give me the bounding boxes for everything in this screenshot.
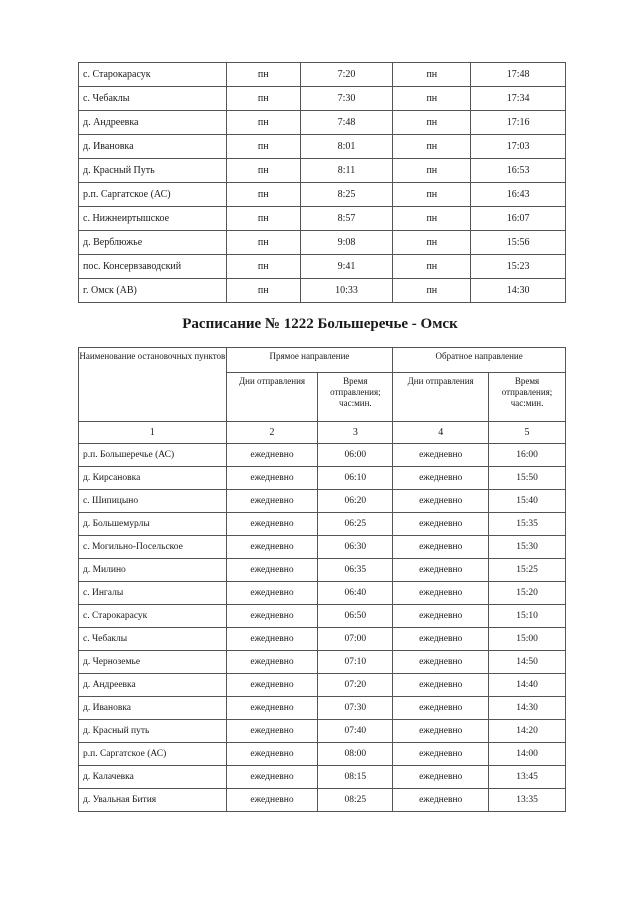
table-row bbox=[79, 279, 566, 303]
stop-name-cell: пос. Консервзаводский bbox=[79, 255, 227, 279]
direct-days-cell: ежедневно bbox=[226, 467, 318, 490]
direct-days-cell: ежедневно bbox=[226, 674, 318, 697]
reverse-days-cell: пн bbox=[393, 159, 471, 183]
header-reverse-time: Время отправления; час:мин. bbox=[489, 373, 566, 422]
table-row bbox=[79, 651, 566, 674]
reverse-days-cell: пн bbox=[393, 279, 471, 303]
direct-days-cell: ежедневно bbox=[226, 628, 318, 651]
direct-days-cell: пн bbox=[226, 231, 300, 255]
reverse-days-cell: ежедневно bbox=[393, 743, 489, 766]
direct-time-cell: 06:50 bbox=[318, 605, 393, 628]
reverse-days-cell: ежедневно bbox=[393, 720, 489, 743]
reverse-time-cell: 15:40 bbox=[489, 490, 566, 513]
direct-days-cell: ежедневно bbox=[226, 490, 318, 513]
direct-days-cell: пн bbox=[226, 135, 300, 159]
direct-time-cell: 8:57 bbox=[300, 207, 393, 231]
direct-time-cell: 07:40 bbox=[318, 720, 393, 743]
reverse-time-cell: 15:10 bbox=[489, 605, 566, 628]
stop-name-cell: д. Большемурлы bbox=[79, 513, 227, 536]
direct-time-cell: 07:30 bbox=[318, 697, 393, 720]
table-row bbox=[79, 111, 566, 135]
direct-days-cell: ежедневно bbox=[226, 743, 318, 766]
reverse-time-cell: 17:34 bbox=[471, 87, 566, 111]
table-row bbox=[79, 467, 566, 490]
stop-name-cell: д. Ивановка bbox=[79, 135, 227, 159]
table-row bbox=[79, 697, 566, 720]
schedule-title: Расписание № 1222 Большеречье - Омск bbox=[182, 316, 458, 332]
reverse-days-cell: ежедневно bbox=[393, 490, 489, 513]
table-row bbox=[79, 766, 566, 789]
reverse-days-cell: пн bbox=[393, 135, 471, 159]
reverse-time-cell: 16:00 bbox=[489, 444, 566, 467]
reverse-time-cell: 15:30 bbox=[489, 536, 566, 559]
reverse-time-cell: 15:35 bbox=[489, 513, 566, 536]
reverse-days-cell: ежедневно bbox=[393, 605, 489, 628]
schedule-table-continuation-body bbox=[79, 63, 566, 303]
direct-time-cell: 9:41 bbox=[300, 255, 393, 279]
column-number: 5 bbox=[489, 422, 566, 444]
table-row bbox=[79, 605, 566, 628]
direct-days-cell: пн bbox=[226, 255, 300, 279]
table-row bbox=[79, 183, 566, 207]
header-reverse-days: Дни отправления bbox=[393, 373, 489, 422]
direct-time-cell: 7:20 bbox=[300, 63, 393, 87]
stop-name-cell: с. Чебаклы bbox=[79, 628, 227, 651]
direct-days-cell: ежедневно bbox=[226, 697, 318, 720]
reverse-days-cell: ежедневно bbox=[393, 674, 489, 697]
stop-name-cell: д. Красный путь bbox=[79, 720, 227, 743]
direct-time-cell: 06:20 bbox=[318, 490, 393, 513]
direct-time-cell: 07:10 bbox=[318, 651, 393, 674]
table-row bbox=[79, 231, 566, 255]
stop-name-cell: д. Кирсановка bbox=[79, 467, 227, 490]
reverse-time-cell: 15:25 bbox=[489, 559, 566, 582]
reverse-days-cell: ежедневно bbox=[393, 651, 489, 674]
direct-days-cell: ежедневно bbox=[226, 651, 318, 674]
direct-time-cell: 07:00 bbox=[318, 628, 393, 651]
reverse-time-cell: 14:00 bbox=[489, 743, 566, 766]
reverse-time-cell: 13:35 bbox=[489, 789, 566, 812]
schedule-table-continuation bbox=[78, 62, 566, 303]
direct-days-cell: ежедневно bbox=[226, 582, 318, 605]
direct-days-cell: ежедневно bbox=[226, 720, 318, 743]
header-direct-days: Дни отправления bbox=[226, 373, 318, 422]
stop-name-cell: р.п. Саргатское (АС) bbox=[79, 743, 227, 766]
schedule-table-header bbox=[79, 348, 566, 444]
table-row bbox=[79, 135, 566, 159]
stop-name-cell: д. Ивановка bbox=[79, 697, 227, 720]
reverse-days-cell: пн bbox=[393, 183, 471, 207]
reverse-time-cell: 15:56 bbox=[471, 231, 566, 255]
table-row bbox=[79, 444, 566, 467]
column-number: 2 bbox=[226, 422, 318, 444]
reverse-days-cell: пн bbox=[393, 231, 471, 255]
direct-days-cell: ежедневно bbox=[226, 789, 318, 812]
reverse-days-cell: ежедневно bbox=[393, 513, 489, 536]
direct-days-cell: ежедневно bbox=[226, 766, 318, 789]
header-stop-names: Наименование остановочных пунктов bbox=[79, 348, 227, 422]
table-row bbox=[79, 674, 566, 697]
reverse-days-cell: пн bbox=[393, 63, 471, 87]
column-number: 3 bbox=[318, 422, 393, 444]
stop-name-cell: с. Старокарасук bbox=[79, 605, 227, 628]
reverse-time-cell: 14:30 bbox=[471, 279, 566, 303]
stop-name-cell: с. Шипицыно bbox=[79, 490, 227, 513]
reverse-days-cell: ежедневно bbox=[393, 536, 489, 559]
direct-days-cell: ежедневно bbox=[226, 559, 318, 582]
table-row bbox=[79, 255, 566, 279]
direct-time-cell: 08:25 bbox=[318, 789, 393, 812]
direct-days-cell: пн bbox=[226, 207, 300, 231]
header-direct-direction: Прямое направление bbox=[226, 348, 393, 373]
stop-name-cell: д. Калачевка bbox=[79, 766, 227, 789]
reverse-time-cell: 16:53 bbox=[471, 159, 566, 183]
table-row bbox=[79, 159, 566, 183]
column-number: 4 bbox=[393, 422, 489, 444]
reverse-time-cell: 15:50 bbox=[489, 467, 566, 490]
direct-days-cell: пн bbox=[226, 183, 300, 207]
direct-days-cell: ежедневно bbox=[226, 536, 318, 559]
table-row bbox=[79, 559, 566, 582]
stop-name-cell: д. Черноземье bbox=[79, 651, 227, 674]
reverse-days-cell: пн bbox=[393, 87, 471, 111]
direct-days-cell: пн bbox=[226, 279, 300, 303]
reverse-time-cell: 17:16 bbox=[471, 111, 566, 135]
direct-time-cell: 8:01 bbox=[300, 135, 393, 159]
stop-name-cell: с. Чебаклы bbox=[79, 87, 227, 111]
direct-time-cell: 8:25 bbox=[300, 183, 393, 207]
direct-days-cell: ежедневно bbox=[226, 605, 318, 628]
direct-time-cell: 9:08 bbox=[300, 231, 393, 255]
reverse-days-cell: ежедневно bbox=[393, 697, 489, 720]
stop-name-cell: с. Могильно-Посельское bbox=[79, 536, 227, 559]
reverse-days-cell: ежедневно bbox=[393, 559, 489, 582]
table-row bbox=[79, 87, 566, 111]
direct-days-cell: ежедневно bbox=[226, 444, 318, 467]
reverse-days-cell: пн bbox=[393, 255, 471, 279]
schedule-table-body bbox=[79, 444, 566, 812]
reverse-time-cell: 15:00 bbox=[489, 628, 566, 651]
reverse-time-cell: 13:45 bbox=[489, 766, 566, 789]
stop-name-cell: д. Верблюжье bbox=[79, 231, 227, 255]
stop-name-cell: р.п. Большеречье (АС) bbox=[79, 444, 227, 467]
direct-time-cell: 08:00 bbox=[318, 743, 393, 766]
reverse-days-cell: ежедневно bbox=[393, 444, 489, 467]
direct-time-cell: 08:15 bbox=[318, 766, 393, 789]
direct-days-cell: пн bbox=[226, 87, 300, 111]
column-number: 1 bbox=[79, 422, 227, 444]
reverse-time-cell: 17:03 bbox=[471, 135, 566, 159]
table-row bbox=[79, 490, 566, 513]
stop-name-cell: с. Старокарасук bbox=[79, 63, 227, 87]
table-row bbox=[79, 513, 566, 536]
direct-time-cell: 7:48 bbox=[300, 111, 393, 135]
table-row bbox=[79, 207, 566, 231]
reverse-time-cell: 15:23 bbox=[471, 255, 566, 279]
header-reverse-direction: Обратное направление bbox=[393, 348, 566, 373]
reverse-time-cell: 14:50 bbox=[489, 651, 566, 674]
reverse-time-cell: 16:07 bbox=[471, 207, 566, 231]
stop-name-cell: г. Омск (АВ) bbox=[79, 279, 227, 303]
direct-days-cell: ежедневно bbox=[226, 513, 318, 536]
stop-name-cell: д. Андреевка bbox=[79, 111, 227, 135]
table-row bbox=[79, 743, 566, 766]
stop-name-cell: д. Красный Путь bbox=[79, 159, 227, 183]
direct-time-cell: 10:33 bbox=[300, 279, 393, 303]
reverse-days-cell: пн bbox=[393, 207, 471, 231]
reverse-days-cell: ежедневно bbox=[393, 766, 489, 789]
reverse-time-cell: 14:40 bbox=[489, 674, 566, 697]
table-row bbox=[79, 582, 566, 605]
table-row bbox=[79, 628, 566, 651]
direct-days-cell: пн bbox=[226, 159, 300, 183]
direct-time-cell: 06:25 bbox=[318, 513, 393, 536]
reverse-days-cell: ежедневно bbox=[393, 582, 489, 605]
stop-name-cell: д. Увальная Бития bbox=[79, 789, 227, 812]
stop-name-cell: р.п. Саргатское (АС) bbox=[79, 183, 227, 207]
direct-time-cell: 07:20 bbox=[318, 674, 393, 697]
schedule-table-1222 bbox=[78, 347, 566, 812]
direct-days-cell: пн bbox=[226, 111, 300, 135]
table-row bbox=[79, 789, 566, 812]
reverse-days-cell: ежедневно bbox=[393, 789, 489, 812]
reverse-time-cell: 15:20 bbox=[489, 582, 566, 605]
header-direct-time: Время отправления; час:мин. bbox=[318, 373, 393, 422]
direct-time-cell: 06:35 bbox=[318, 559, 393, 582]
direct-time-cell: 06:30 bbox=[318, 536, 393, 559]
stop-name-cell: д. Милино bbox=[79, 559, 227, 582]
reverse-time-cell: 17:48 bbox=[471, 63, 566, 87]
reverse-days-cell: ежедневно bbox=[393, 628, 489, 651]
reverse-days-cell: пн bbox=[393, 111, 471, 135]
direct-time-cell: 06:40 bbox=[318, 582, 393, 605]
direct-time-cell: 8:11 bbox=[300, 159, 393, 183]
stop-name-cell: д. Андреевка bbox=[79, 674, 227, 697]
reverse-days-cell: ежедневно bbox=[393, 467, 489, 490]
direct-time-cell: 06:00 bbox=[318, 444, 393, 467]
direct-days-cell: пн bbox=[226, 63, 300, 87]
stop-name-cell: с. Ингалы bbox=[79, 582, 227, 605]
table-row bbox=[79, 536, 566, 559]
reverse-time-cell: 14:20 bbox=[489, 720, 566, 743]
table-row bbox=[79, 63, 566, 87]
direct-time-cell: 06:10 bbox=[318, 467, 393, 490]
reverse-time-cell: 14:30 bbox=[489, 697, 566, 720]
direct-time-cell: 7:30 bbox=[300, 87, 393, 111]
stop-name-cell: с. Нижнеиртышское bbox=[79, 207, 227, 231]
reverse-time-cell: 16:43 bbox=[471, 183, 566, 207]
table-row bbox=[79, 720, 566, 743]
